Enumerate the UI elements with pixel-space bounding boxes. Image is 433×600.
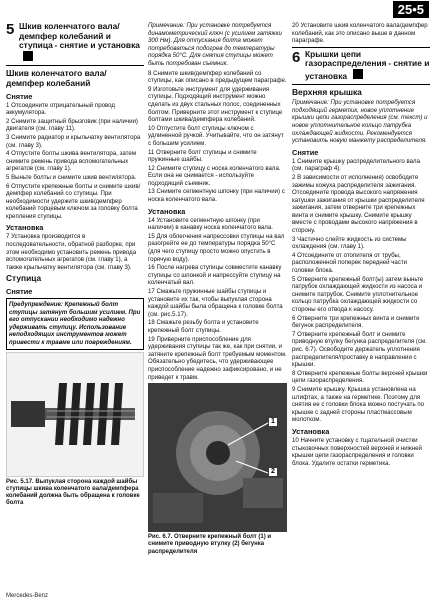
paragraph: 2 В зависимости от исполнения) освободите зажимы кожуха распределителя зажигания. Отсоедините провода высокого напряжения катушки зажигания от крышки распределителя зажигания, затем отверните три крепежных винта и снимите крышку. Снимите крышку вместе с проводами высокого напряжения в сторону. (292, 173, 425, 235)
section-title: Крышки цепи газораспределения (305, 48, 387, 69)
paragraph: 12 Снимите ступицу с носка коленчатого вала. Если она не снимается - используйте подходящий съемник. (148, 164, 281, 187)
paragraph: 19 Приверните приспособление для удерживания ступицы так же, как при снятии, и затяните крепежный болт требуемым моментом. Обязательно убедитесь, что удерживающее приспособление надежно зафиксировано, и не приведет к травм. (148, 335, 287, 381)
figure-distributor-photo (148, 383, 287, 532)
paragraph: 4 Отпустите болты шкива вентилятора, затем снимите ремень привода вспомогательных агрегатов (см. главу 1). (6, 150, 136, 173)
bolt-washer-illustration (7, 353, 143, 474)
paragraph: 17 Смажьте пружинные шайбы ступицы и установите их так, чтобы выпуклая сторона каждой шайбы была обращена к головке болта (см. рис.5.17). (148, 288, 283, 318)
section-marker-icon (23, 51, 33, 61)
paragraph: 6 Отпустите крепежные болты и снимите шкив/демпфер колебаний со ступицы. При необходимости удержите шкив/демпфер колебаний торцевым ключом за головку болта крепления ступицы. (6, 182, 141, 220)
divider (292, 47, 430, 48)
paragraph: 7 Отверните крепежный болт и снимите приводную втулку бегунка распределителя (см. рис. 6.7). Освободите держатель уплотнения распределителя/проставку в направлении с крышки. (292, 330, 427, 369)
section-marker-icon (353, 69, 363, 79)
paragraph: 20 Установите шкив коленчатого вала/демпфер колебаний, как это описано выше в данном параграфе. (292, 22, 428, 45)
column-left (6, 22, 144, 588)
paragraph: 5 Выньте болты и снимите шкив вентилятора. (6, 173, 137, 181)
figure-caption: Рис. 5.17. Выпуклая сторона каждой шайбы ступицы шкива коленчатого вала/демпфера колебаний должна быть обращена к головке болта (6, 478, 140, 507)
subheading-upper-cover: Верхняя крышка (292, 86, 362, 97)
paragraph: 11 Отверните болт ступицы и снимите пружинные шайбы. (148, 148, 257, 164)
paragraph: 9 Изготовьте инструмент для удерживания ступицы. Подходящий инструмент можно сделать из двух стальных полос, соединенных болтом. Приверните этот инструмент к ступице болтами шкива/демпфера колебаний. (148, 85, 283, 124)
heading-removal: Снятие (6, 91, 33, 101)
engine-photo (148, 383, 287, 532)
column-right (292, 22, 430, 588)
page-header (0, 0, 433, 18)
paragraph: 3 Частично слейте жидкость из системы охлаждения (см. главу 1). (292, 235, 407, 251)
page-number: 25•5 (393, 1, 429, 18)
subheading-pulley: Шкив коленчатого вала/ демпфер колебаний (6, 68, 107, 88)
section-6-heading (292, 50, 430, 82)
figure-caption: Рис. 6.7. Отверните крепежный болт (1) и снимите приводную втулку (2) бегунка распределителя (148, 534, 272, 555)
paragraph: 10 Отпустите болт ступицы ключом с удлиненной ручкой. Учитывайте, что он затянут с большим усилием. (148, 124, 284, 147)
section-subtitle: - снятие и установка (305, 58, 430, 81)
subheading-hub: Ступица (6, 273, 42, 284)
heading-install: Установка (6, 223, 44, 233)
footer-brand: Mercedes-Benz (6, 593, 49, 599)
paragraph: 4 Отсоедините от отопителя от трубы, расположенной поперек передней части головки блока. (292, 251, 408, 275)
note: Примечание: При установке потребуется подходящий герметик, новое уплотнение крышки цепи газораспределения (см. текст) и новое уплотнительное кольцо патрубка охлаждающей жидкости. Рекомендуется установить новую манжету распределителя. (292, 99, 428, 145)
callout-2: 2 (271, 468, 275, 476)
paragraph: 5 Отверните крепежный болт(ы) затем выньте патрубок охлаждающей жидкости из насоса и снимите патрубок. Снимите уплотнительное кольцо патрубка охлаждающей жидкости со стороны его отвода к насосу. (292, 275, 424, 313)
paragraph: 15 Для облегчения напрессовки ступицы на вал разогрейте ее до температуры порядка 50°C (для чего ступицу просто можно опустить в горячую воду). (148, 232, 285, 263)
heading-removal: Снятие (292, 147, 319, 157)
heading-install: Установка (292, 426, 330, 436)
section-5-heading (6, 22, 144, 63)
paragraph: 2 Снимите защитный брызговик (при наличии) двигателя (см. главу 11). (6, 117, 138, 133)
divider (292, 84, 430, 85)
paragraph: 13 Снимите сегментную шпонку (при наличии) с носка коленчатого вала. (148, 188, 285, 204)
paragraph: 8 Снимите шкив/демпфер колебаний со ступицы, как описано в предыдущем параграфе. (148, 69, 287, 85)
section-subtitle: - снятие и установка (54, 40, 140, 51)
warning-box: Предупреждение: Крепежный болт ступицы затянут большим усилием. При его отпускании необходимо надежно удерживать ступицу. Использование неподходящих инструментов может привести к травме или повреждениям. (6, 298, 144, 350)
column-middle (148, 22, 287, 588)
callout-1: 1 (271, 418, 275, 426)
section-number: 6 (292, 48, 301, 66)
paragraph: 8 Отверните крепежные болты верхней крышки цепи газораспределения. (292, 369, 428, 385)
paragraph: 1 Отсоедините отрицательный провод аккумулятора. (6, 101, 115, 117)
paragraph: 14 Установите сегментную шпонку (при наличии) в канавку носка коленчатого вала. (148, 216, 273, 232)
section-title: Шкив коленчатого вала/ демпфер колебаний и ступица (19, 22, 120, 51)
note: Примечание: При установке потребуется динамометрический ключ (с усилием затяжки 300 Нм). Для отпускания болта может потребоваться подогрев до температуры порядка 50°C. Для снятия ступицы может быть потребован съемник. (148, 22, 282, 67)
paragraph: 1 Снимите крышку распределительного вала (см. параграф 4). (292, 157, 420, 173)
paragraph: 10 Начните установку с тщательной очистки стыковочных поверхностей верхней и нижней крышки цепи газораспределения и головки блока. Удалите остатки герметика. (292, 436, 422, 467)
paragraph: 18 Смажьте резьбу болта и установите крепежный болт ступицы. (148, 319, 259, 334)
paragraph: 9 Снимите крышку. Крышка установлена на штифтах, а также на герметике. Поэтому для снятия ее с головки блока можно постучать по крышке с задней стороны пластмассовым молотком. (292, 385, 425, 424)
paragraph: 16 После нагрева ступицы совместите канавку ступицы со шпонкой и напрессуйте ступицу на коленчатый вал. (148, 264, 282, 287)
divider (6, 65, 144, 66)
paragraph: 6 Отверните три крепежных винта и снимите бегунок распределителя. (292, 314, 420, 330)
heading-removal: Снятие (6, 287, 33, 297)
figure-bolt-washers (6, 352, 144, 477)
paragraph: 7 Установка производится в последовательности, обратной разборке, при этом необходимо установить ремень привода вспомогательных агрегатов (см. главу 1), а также крыльчатку вентилятора (см. главу 3). (6, 233, 137, 271)
heading-install: Установка (148, 206, 186, 216)
paragraph: 3 Снимите радиатор и крыльчатку вентилятора (см. главу 3). (6, 133, 141, 149)
section-number: 5 (6, 22, 15, 38)
